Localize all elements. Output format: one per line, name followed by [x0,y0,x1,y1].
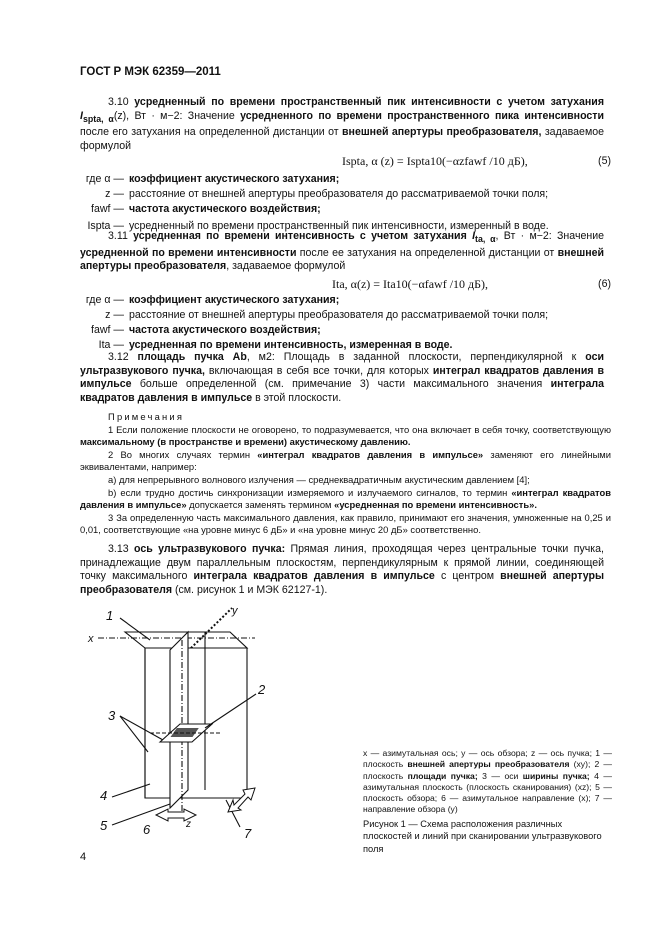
formula-text: Ita, α(z) = Ita10(−αfawf /10 дБ), [332,277,489,291]
section-number: 3.10 [108,96,135,108]
term-heading: ось ультразвукового пучка: [134,543,286,555]
label-6: 6 [143,822,151,837]
legend-bold: внешней апертуры преобразователя [407,759,570,770]
def-desc: коэффициент акустического затухания; [129,294,340,306]
note-bold: «интеграл квадратов давления в импульсе» [257,448,484,460]
note-bold: «интеграл квадратов давления в импульсе» [80,486,611,511]
view-plane [170,632,188,808]
body-text: с центром [434,570,501,583]
figure-1-diagram [80,600,290,845]
page-number: 4 [80,851,87,863]
body-text: в этой плоскости. [252,391,342,404]
note-bold: «усредненная по времени интенсивность». [334,499,537,511]
formula-number: (6) [598,278,611,290]
bold-term: усредненного по времени пространственного пика интенсивности [240,109,604,122]
section-3-11 [80,230,604,274]
def-term: z — [105,188,124,200]
label-7: 7 [244,826,252,841]
def-term: fawf — [91,203,124,215]
label-4: 4 [100,788,108,803]
body-text: после ее затухания на определенной дистанции от [296,246,558,259]
section-3-10 [80,96,604,153]
label-x: x [88,633,94,645]
note-2a: а) для непрерывного волнового излучения — среднеквадратичным акустическим давлением [4]; [108,473,530,485]
def-desc: коэффициент акустического затухания; [129,173,340,185]
def-term: где α — [85,173,124,185]
def-term: z — [105,309,124,321]
notes-block [80,411,611,537]
label-1: 1 [106,608,114,623]
document-header: ГОСТ Р МЭК 62359—2011 [80,66,221,78]
term-heading: усредненная по времени интенсивность с учетом затухания [133,230,467,242]
unit-text: (z), Вт · м−2: Значение [113,109,241,122]
section-number: 3.12 [108,351,138,363]
bold-term: усредненной по времени интенсивности [80,246,297,259]
body-text: больше определенной (см. примечание 3) части максимального значения [131,378,551,391]
legend-text: 4 — азимутальная плоскость (плоскость сканирования) (xz); 5 — плоскость обзора; 6 — азимутальное направление (x); 7 — направление обзора (y) [363,770,612,815]
def-desc: расстояние от внешней апертуры преобразователя до рассматриваемой точки поля; [129,188,549,200]
note-2 [80,449,611,474]
body-text: включающая в себя все точки, для которых [204,364,433,377]
label-3: 3 [108,708,116,723]
symbol: I [472,230,476,242]
legend-text: (xy); 2 — плоскость [363,759,613,781]
figure-title: Рисунок 1 — Схема расположения различных плоскостей и линий при сканировании ультразвукового поля [363,819,602,854]
def-desc: частота акустического воздействия; [129,324,321,336]
def-term: fawf — [91,324,124,336]
body-text: , задаваемое формулой [226,260,346,273]
def-term: Ita — [98,339,124,351]
label-y: y [232,605,238,617]
def-desc: усредненная по времени интенсивность, измеренная в воде. [129,339,453,351]
formula-number: (5) [598,155,611,167]
legend-text: x — азимутальная ось; y — ось обзора; z — ось пучка; 1 — плоскость [363,748,612,770]
section-number: 3.11 [108,230,134,242]
body-text: после его затухания на определенной дистанции от [80,126,343,139]
term-heading: площадь пучка Ab [137,351,247,363]
section-number: 3.13 [108,543,135,555]
def-term: где α — [85,294,124,306]
bold-term: оси ультразвукового пучка, [80,351,604,377]
legend-text: 3 — оси [477,770,523,781]
def-desc: усредненный по времени пространственный пик интенсивности, измеренный в воде. [129,220,549,232]
symbol-sub: spta, α [82,113,114,124]
bold-term: внешней апертуры преобразователя [80,246,604,273]
symbol: I [80,109,83,122]
label-5: 5 [100,818,108,833]
bold-term: внешней апертуры преобразователя [80,570,604,596]
bold-term: интеграл квадратов давления в импульсе [80,364,604,391]
note-bold: максимальному (в пространстве и времени) акустическому давлению. [80,436,411,448]
note-1 [80,424,611,449]
note-text: b) если трудно достичь синхронизации измеряемого и излучаемого сигналов, то термин [108,486,512,498]
body-text: (см. рисунок 1 и МЭК 62127-1). [172,583,328,596]
term-heading: усредненный по времени пространственный пик интенсивности с учетом затухания [134,96,605,108]
note-3: 3 За определенную часть максимального давления, как правило, принимают его значения, умноженные на 0,25 и 0,01, соответствующие «на уровне минус 6 дБ» и «на уровне минус 20 дБ» соответственно. [80,511,611,536]
note-2b [80,487,611,512]
note-text: допускается заменять термином [186,499,335,511]
label-z: z [186,819,191,830]
unit-text: , Вт · м−2: Значение [495,230,605,242]
azimuthal-plane [145,648,247,798]
def-desc: расстояние от внешней апертуры преобразователя до рассматриваемой точки поля; [129,309,549,321]
section-3-12 [80,351,604,405]
def-desc: частота акустического воздействия; [129,203,321,215]
note-text: 2 Во многих случаях термин [108,448,258,460]
section-3-13 [80,543,604,597]
notes-heading: Примечания [108,411,185,422]
figure-legend [363,748,612,816]
body-text: задаваемое формулой [80,126,605,152]
bold-term: интеграла квадратов давления в импульсе [193,570,435,583]
def-term: Ispta — [87,220,124,232]
body-text: , м2: Площадь в заданной плоскости, перпендикулярной к [246,351,586,363]
legend-bold: площади пучка; [407,770,478,781]
symbol-sub: ta, α [475,234,496,245]
label-2: 2 [258,682,266,697]
bold-term: внешней апертуры преобразователя, [342,126,542,139]
bold-term: интеграла квадратов давления в импульсе [80,378,604,404]
legend-bold: ширины пучка; [522,770,590,781]
formula-text: Ispta, α (z) = Ispta10(−αzfawf /10 дБ), [342,154,528,168]
note-text: заменяют его линейными эквивалентами, например: [80,448,611,473]
body-text: Прямая линия, проходящая через центральные точки пучка, принадлежащие двум параллельным плоскостям, перпендикулярным к прямой линии, соединяющей точку максимального [80,543,605,583]
note-text: 1 Если положение плоскости не оговорено, то подразумевается, что она включает в себя точку, соответствующую [108,423,611,435]
